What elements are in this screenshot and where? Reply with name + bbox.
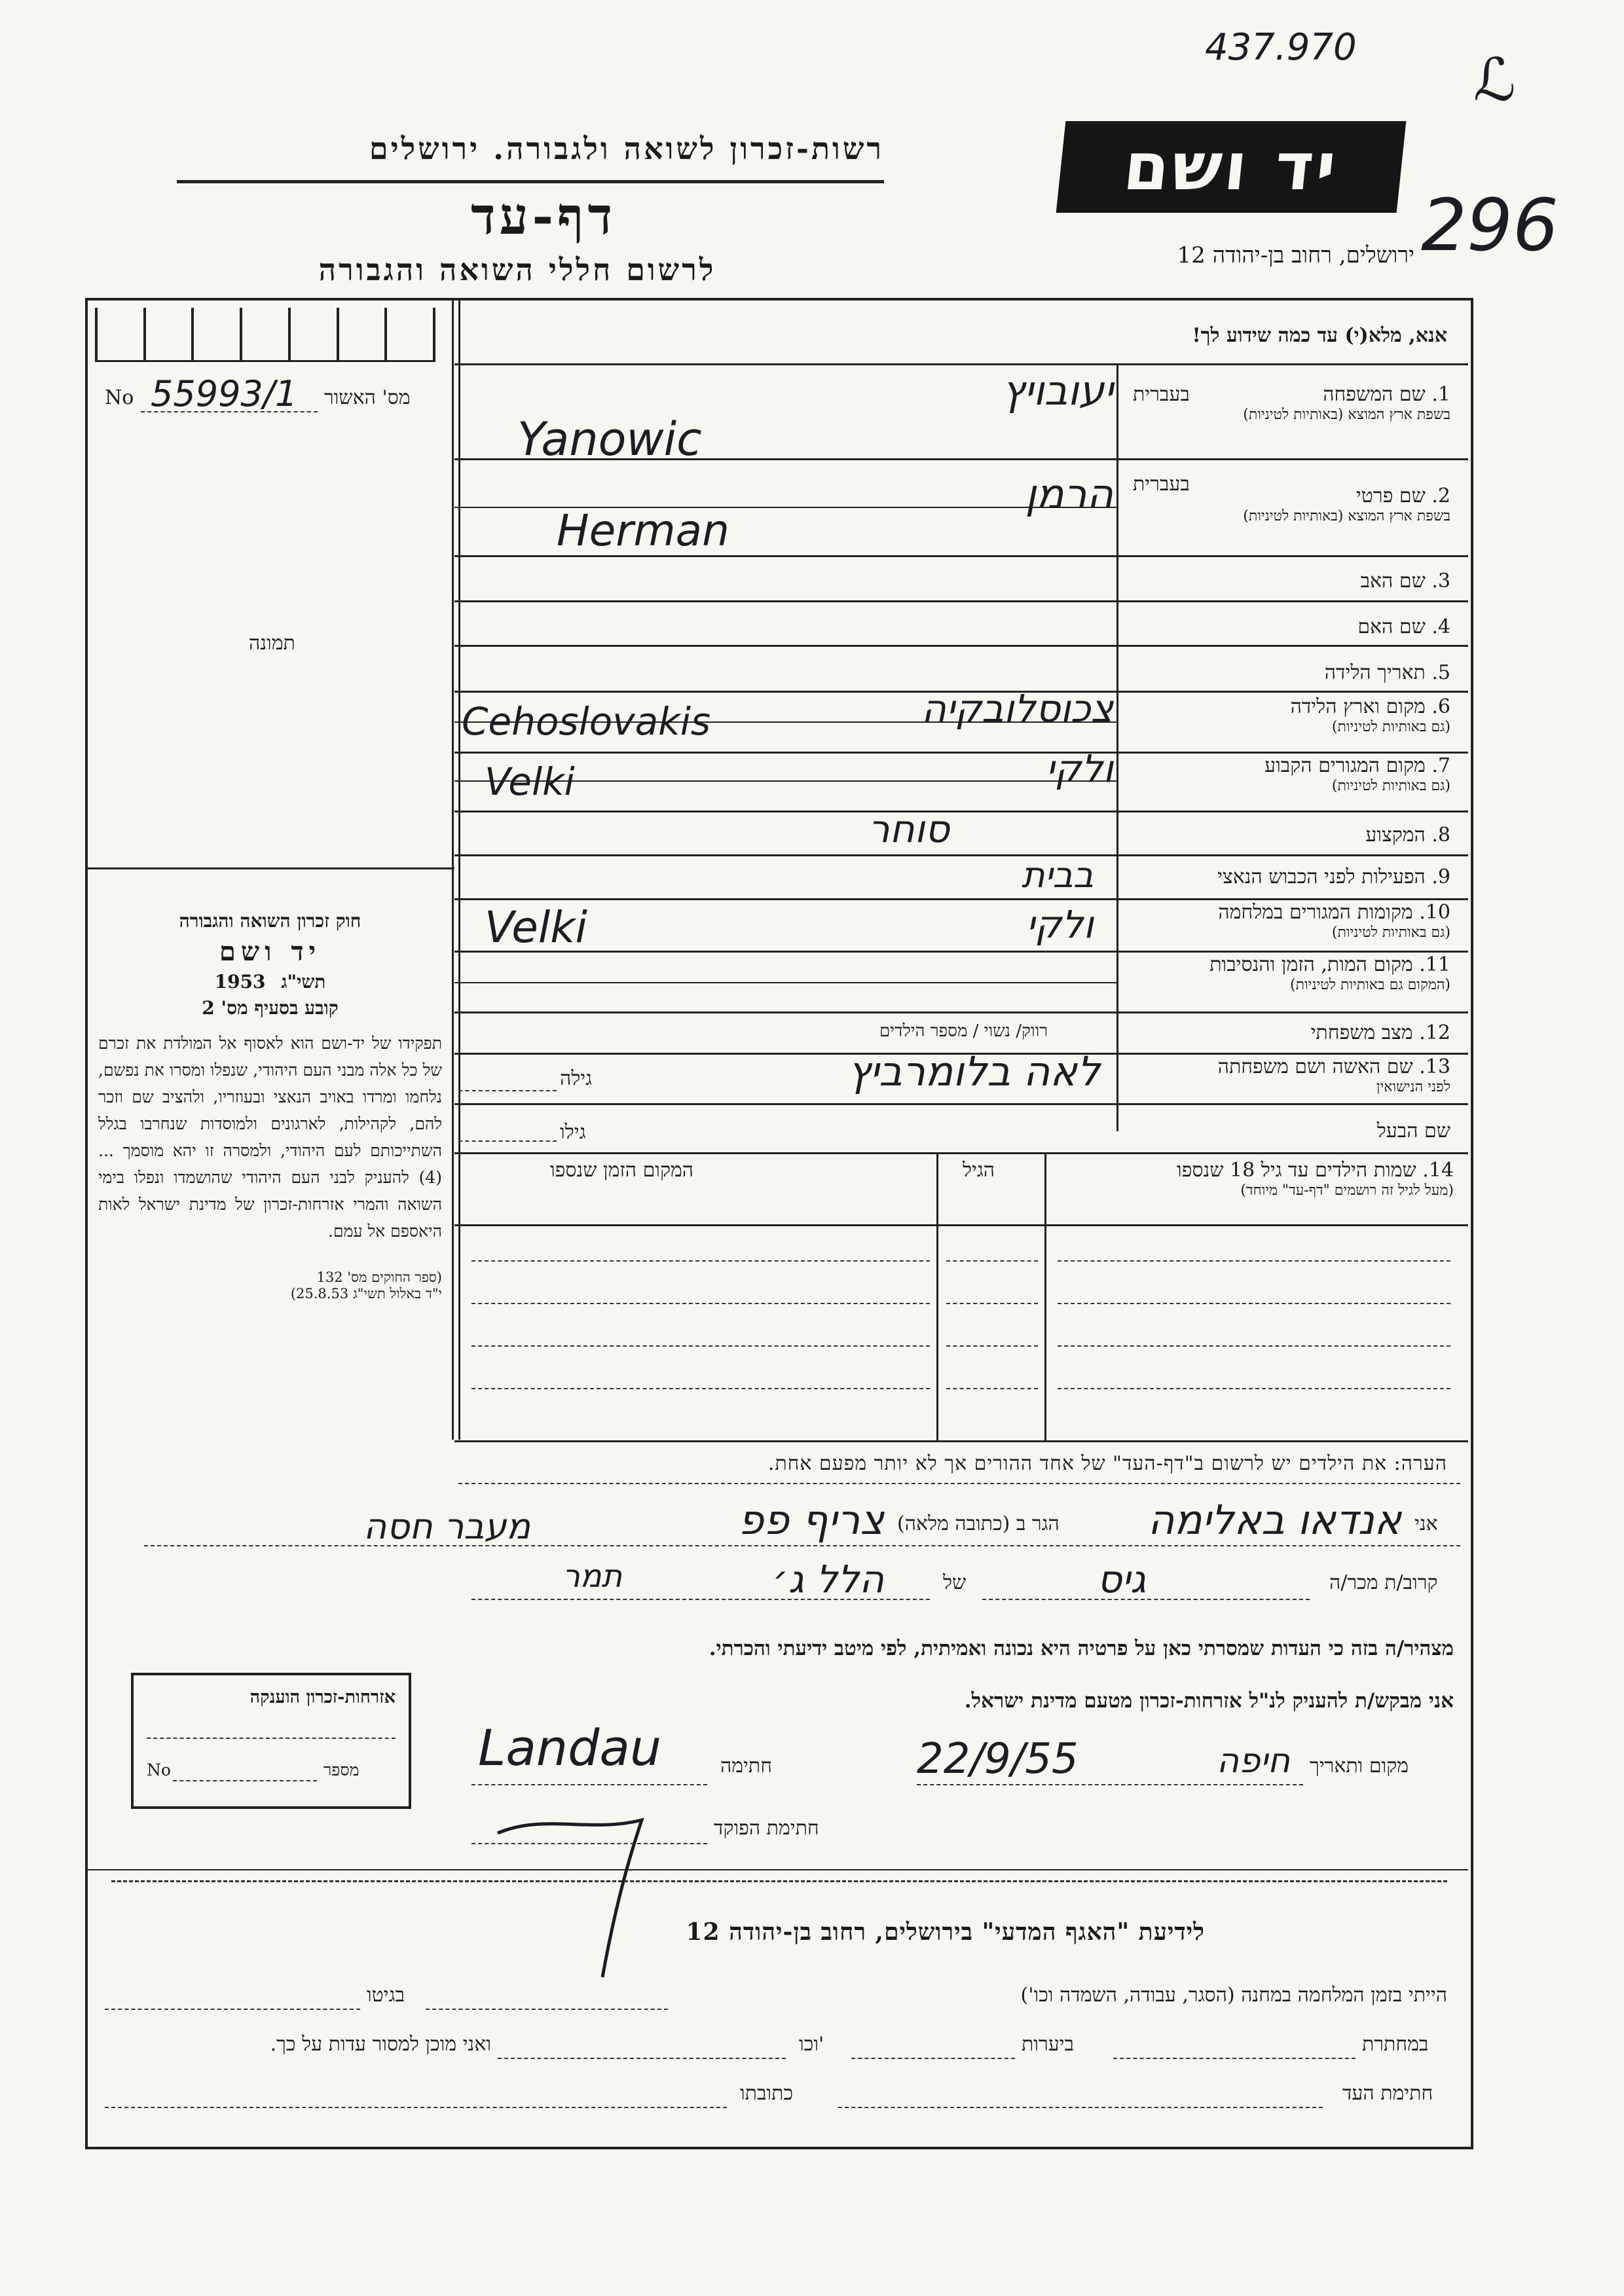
wife-name: לאה בלומרביץ — [847, 1048, 1100, 1095]
request-divider — [454, 363, 1468, 365]
field-4-label: שם האם — [1357, 615, 1426, 638]
field-9-label: הפעילות לפני הכבוש הנאצי — [1217, 866, 1426, 888]
forests-label: ביערות — [1022, 2033, 1075, 2056]
field-13-note: לפני הנישואין — [1376, 1079, 1450, 1095]
approval-no-label: No — [105, 386, 134, 409]
field-8-label: המקצוע — [1365, 824, 1426, 847]
declarant-resident-label: הגר ב (כתובה מלאה) — [897, 1512, 1060, 1535]
field-11-num: 11. — [1419, 953, 1450, 976]
authority-title: רשות-זכרון לשואה ולגבורה. ירושלים — [369, 131, 884, 166]
field-3-label: שם האב — [1360, 570, 1426, 592]
row-divider-14 — [454, 1152, 1468, 1154]
request-text: אני מבקש/ת להעניק לנ"ל אזרחות-זכרון מטעם מדינת ישראל. — [964, 1689, 1454, 1713]
child-row-1-name — [1058, 1260, 1450, 1262]
children-note: (מעל לגיל זה רושמים "דף-עד" מיוחד) — [1240, 1182, 1454, 1199]
bottom-section-divider — [88, 1869, 1468, 1870]
field-1-lang: בעברית — [1133, 383, 1190, 406]
surname-latin: Yanowic — [517, 412, 702, 466]
husband-label: שם הבעל — [1376, 1120, 1450, 1142]
husband-age-line — [458, 1140, 557, 1142]
bottom-section-cut — [111, 1880, 1447, 1882]
row-divider-4 — [454, 645, 1468, 647]
wife-age-line — [458, 1090, 557, 1091]
field-4 — [1123, 615, 1450, 638]
ghetto-label: בגיטו — [367, 1984, 405, 2007]
photo-label: תמונה — [249, 632, 295, 655]
field-11-note: (המקום גם באותיות לטיניות) — [1290, 977, 1450, 993]
relation-value: גיס — [1097, 1557, 1146, 1601]
row-divider-3 — [454, 600, 1468, 602]
form-title: דף-עד — [471, 187, 616, 246]
activity: בבית — [1021, 854, 1094, 896]
certificate-line-1 — [147, 1738, 396, 1739]
field-5 — [1123, 661, 1450, 684]
camp-line: הייתי בזמן המלחמה במחנה (הסגר, עבודה, השמדה וכו') — [1020, 1984, 1447, 2007]
approval-number: 55993/1 — [151, 373, 298, 414]
certificate-box — [131, 1673, 411, 1809]
children-title: שמות הילדים עד גיל 18 שנספו — [1177, 1159, 1416, 1182]
field-10-num: 10. — [1419, 901, 1450, 924]
children-bottom — [454, 1440, 1468, 1442]
first-name-latin: Herman — [557, 505, 729, 556]
wife-age-label: גילה — [560, 1067, 593, 1090]
child-row-3-place — [471, 1345, 930, 1347]
field-6-note: (גם באותיות לטיניות) — [1331, 719, 1450, 735]
note-line: הערה: את הילדים יש לרשום ב"דף-העד" של אחד ההורים אך לא יותר מפעם אחת. — [767, 1452, 1447, 1475]
approval-label: מס' האשור — [324, 386, 411, 409]
field-11 — [1123, 953, 1450, 993]
field-7-note: (גם באותיות לטיניות) — [1331, 778, 1450, 794]
row-divider-10 — [454, 951, 1468, 953]
declarant-address: צריף פפ — [738, 1496, 884, 1544]
child-row-4-age — [946, 1388, 1038, 1389]
field-5-num: 5. — [1431, 661, 1450, 684]
field-1-num: 1. — [1431, 383, 1450, 406]
note-underline — [458, 1483, 1460, 1484]
officer-signature-stroke — [485, 1768, 851, 1990]
field-13-num: 13. — [1419, 1055, 1450, 1078]
etc-label: וכו' — [799, 2033, 824, 2056]
relation-label: קרוב/ת מכר/ה — [1329, 1571, 1438, 1594]
relation-line — [982, 1599, 1310, 1600]
witness-signature-label: חתימת העד — [1342, 2082, 1433, 2105]
surname-hebrew: יעובויץ — [1002, 367, 1113, 414]
field-2-note: בשפת ארץ המוצא (באותיות לטיניות) — [1243, 508, 1450, 524]
field-13-label: שם האשה ושם משפחתה — [1217, 1055, 1413, 1078]
children-col-1 — [936, 1152, 938, 1440]
declarant-i-label: אני — [1414, 1512, 1438, 1535]
law-year: 1953 — [214, 971, 266, 993]
field-8-num: 8. — [1431, 824, 1450, 847]
row10-sub — [454, 982, 1116, 983]
field-10-label: מקומות המגורים במלחמה — [1218, 901, 1413, 924]
law-section: קובע בסעיף מס' 2 — [202, 997, 339, 1019]
field-2-lang: בעברית — [1133, 473, 1190, 496]
wartime-residence-latin: Velki — [485, 902, 587, 953]
children-title-block — [1048, 1159, 1454, 1199]
field-12 — [1123, 1021, 1450, 1044]
field-6-label: מקום וארץ הלידה — [1290, 695, 1426, 718]
children-header-line — [454, 1224, 1468, 1226]
of-value: הלל ג׳ — [772, 1557, 884, 1601]
residence-hebrew: ולקי — [1046, 746, 1113, 791]
field-4-num: 4. — [1431, 615, 1450, 638]
children-col-age: הגיל — [963, 1159, 995, 1182]
of-label: של — [943, 1571, 967, 1594]
field-6-num: 6. — [1431, 695, 1450, 718]
signature-label: חתימה — [720, 1755, 772, 1777]
field-11-label: מקום המות, הזמן והנסיבות — [1209, 953, 1413, 976]
field-12-extra: רווק/ נשוי / מספר הילדים — [879, 1021, 1048, 1041]
birthplace-hebrew: צכוסלובקיה — [921, 686, 1113, 731]
row-divider-13 — [454, 1103, 1468, 1105]
place-date-label: מקום ותאריך — [1310, 1755, 1409, 1777]
field-8 — [1123, 824, 1450, 847]
camp-input-line — [426, 2009, 668, 2010]
field-10 — [1123, 901, 1450, 941]
first-name-hebrew: הרמן — [1025, 470, 1113, 518]
witness-address-label: כתובתו — [740, 2082, 794, 2105]
law-ref-1: (ספר החוקים מס' 132 — [316, 1269, 442, 1285]
children-col-2 — [1044, 1152, 1046, 1440]
id-boxes — [95, 308, 435, 362]
declarant-line — [144, 1545, 1460, 1546]
underground-line — [1113, 2058, 1356, 2059]
field-1-label: שם המשפחה — [1323, 383, 1426, 406]
child-row-2-age — [946, 1303, 1038, 1304]
children-num: 14. — [1422, 1159, 1454, 1182]
child-row-1-place — [471, 1260, 930, 1262]
field-5-label: תאריך הלידה — [1324, 661, 1426, 684]
field-6 — [1123, 695, 1450, 735]
law-title: חוק זכרון השואה והגבורה — [179, 910, 361, 932]
field-3-num: 3. — [1431, 570, 1450, 592]
yad-vashem-logo — [1056, 121, 1407, 213]
officer-line — [471, 1843, 707, 1844]
authority-underline — [177, 180, 884, 183]
photo-bottom — [88, 867, 454, 869]
row-divider-11 — [454, 1011, 1468, 1013]
wartime-residence-hebrew: ולקי — [1026, 902, 1094, 947]
law-name: יד ושם — [219, 936, 322, 967]
place-date-line — [917, 1784, 1303, 1785]
of-line — [471, 1599, 930, 1600]
certificate-line-2 — [173, 1780, 317, 1781]
officer-signature-label: חתימת הפוקד — [714, 1817, 819, 1840]
certificate-no: No — [147, 1760, 171, 1779]
law-year-hebrew: תשי"ג — [281, 971, 326, 993]
child-row-1-age — [946, 1260, 1038, 1262]
field-9-num: 9. — [1431, 866, 1450, 888]
signature: Landau — [478, 1719, 662, 1777]
child-row-3-name — [1058, 1345, 1450, 1347]
profession: סוחר — [868, 807, 950, 851]
bottom-title: לידיעת "האגף המדעי" בירושלים, רחוב בן-יהודה 12 — [686, 1918, 1205, 1946]
child-row-4-name — [1058, 1388, 1450, 1389]
child-row-2-name — [1058, 1303, 1450, 1304]
child-row-4-place — [471, 1388, 930, 1389]
child-row-3-age — [946, 1345, 1038, 1347]
underground-label: במחתרת — [1362, 2033, 1429, 2056]
declaration-text: מצהיר/ה בזה כי העדות שמסרתי כאן על פרטיה היא נכונה ואמיתית, לפי מיטב ידיעתי והכרתי. — [709, 1637, 1454, 1660]
field-7-label: מקום המגורים הקבוע — [1264, 754, 1426, 777]
label-column-divider — [1116, 365, 1118, 1131]
certificate-number-label: מספר — [323, 1760, 360, 1779]
birthplace-latin: Cehoslovakis — [462, 699, 711, 744]
field-13 — [1123, 1055, 1450, 1095]
field-12-label: מצב משפחתי — [1310, 1021, 1413, 1044]
law-block — [98, 910, 442, 1302]
forests-line — [851, 2058, 1015, 2059]
field-10-note: (גם באותיות לטיניות) — [1331, 924, 1450, 941]
field-7 — [1123, 754, 1450, 794]
law-text: תפקידו של יד-ושם הוא לאסוף אל המולדת את זכרם של כל אלה מבני העם היהודי, שנפלו ומסרו את נפשם, נלחמו ומרדו באויב הנאצי ובעוזריו, ולהציב שם וזכר להם, לקהילות, לארגונים ולמוסדות שנחרבו בגלל השתייכותם לעם היהודי, ולמסרה זו יהא מוסמך ... (4) להעניק לבני העם היהודי שהושמדו ונפלו בימי השואה והמרי אזרחות-זכרון של מדינת ישראל לאות היאספם אל עמם. — [98, 1034, 442, 1241]
file-number-note: 437.970 — [1205, 26, 1357, 69]
witness-address-line — [105, 2107, 727, 2108]
left-column-divider-2 — [458, 301, 460, 1440]
field-3 — [1123, 570, 1450, 592]
etc-line — [498, 2058, 786, 2059]
declarant-address-note: מעבר חסה — [363, 1506, 530, 1547]
declarant-address-2: תמר — [562, 1558, 622, 1595]
place-value: חיפה — [1216, 1741, 1290, 1781]
corner-mark: ℒ — [1473, 46, 1516, 115]
field-2-num: 2. — [1431, 484, 1450, 507]
form-subtitle: לרשום חללי השואה והגבורה — [318, 252, 716, 287]
children-col-place: המקום הזמן שנספו — [550, 1159, 694, 1182]
field-9 — [1123, 866, 1450, 888]
law-ref-2: י"ד באלול תשי"ג 25.8.53) — [290, 1286, 442, 1302]
request-line: אנא, מלא(י) עד כמה שידוע לך! — [1192, 324, 1447, 347]
field-2-label: שם פרטי — [1356, 484, 1426, 507]
field-7-num: 7. — [1431, 754, 1450, 777]
ghetto-line — [105, 2009, 360, 2010]
certificate-title: אזרחות-זכרון הוענקה — [249, 1687, 396, 1707]
date-value: 22/9/55 — [917, 1735, 1079, 1783]
field-1-note: בשפת ארץ המוצא (באותיות לטיניות) — [1243, 407, 1450, 423]
approval-line — [141, 411, 318, 412]
residence-latin: Velki — [485, 759, 575, 804]
left-column-divider — [452, 301, 454, 1440]
row-divider-9 — [454, 898, 1468, 900]
child-row-2-place — [471, 1303, 930, 1304]
declarant-name: אנדאו באלימה — [1147, 1496, 1401, 1544]
testimony-ready: ואני מוכן למסור עדות על כך. — [270, 2033, 491, 2056]
row-divider-7 — [454, 811, 1468, 812]
field-12-num: 12. — [1419, 1021, 1450, 1044]
husband-age-label: גילו — [560, 1121, 586, 1144]
sheet-number-note: 296 — [1421, 183, 1559, 267]
address: ירושלים, רחוב בן-יהודה 12 — [1177, 242, 1414, 268]
witness-signature-line — [838, 2107, 1323, 2108]
logo-text: יד ושם — [1120, 128, 1342, 205]
